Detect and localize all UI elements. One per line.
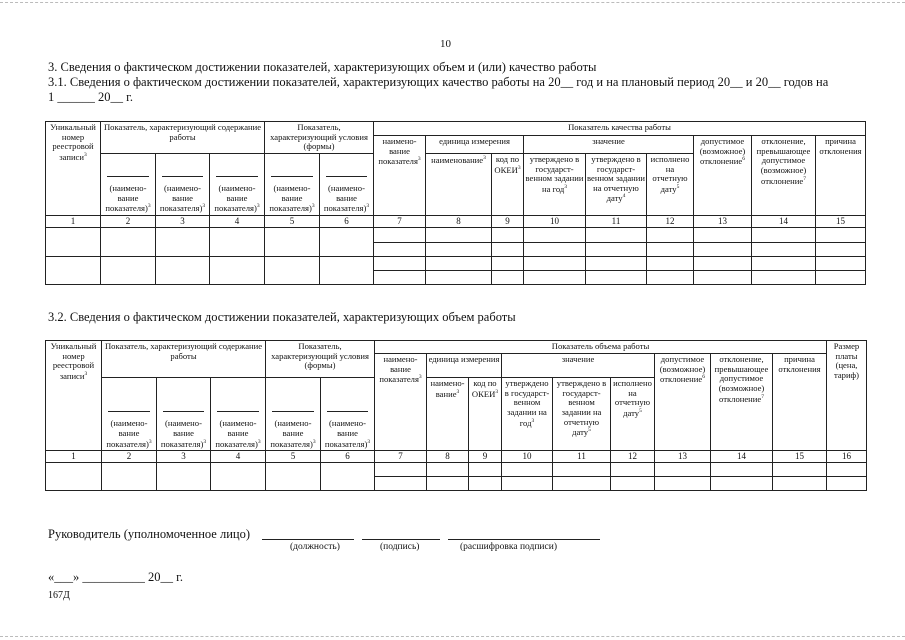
data-cell[interactable]: [211, 463, 266, 491]
col-number: 2: [102, 451, 157, 463]
signature-line[interactable]: [362, 539, 440, 540]
data-cell[interactable]: [611, 463, 655, 477]
header-indicator-name: наимено-вание показателя$^3$: [375, 354, 427, 451]
header-executed: исполнено на отчетную дату$^5$: [611, 378, 655, 451]
bottom-edge-line: [0, 636, 905, 637]
header-okei: код по ОКЕИ$^3$: [492, 153, 524, 215]
data-cell[interactable]: [469, 477, 502, 491]
col-number: 5: [265, 215, 320, 227]
data-cell[interactable]: [694, 242, 752, 256]
data-cell[interactable]: [320, 256, 374, 284]
data-cell[interactable]: [101, 256, 156, 284]
data-cell[interactable]: [586, 256, 647, 270]
sub-name-5: (наимено-вание показателя)$^3$: [266, 378, 321, 451]
data-cell[interactable]: [426, 270, 492, 284]
data-cell[interactable]: [426, 256, 492, 270]
data-cell[interactable]: [827, 477, 867, 491]
header-quality-indicator: Показатель качества работы: [374, 122, 866, 136]
data-cell[interactable]: [426, 242, 492, 256]
data-cell[interactable]: [375, 463, 427, 477]
header-over-deviation: отклонение, превышающее допустимое (возможное) отклонение$^7$: [711, 354, 773, 451]
data-cell[interactable]: [694, 227, 752, 242]
col-number: 6: [321, 451, 375, 463]
data-cell[interactable]: [773, 477, 827, 491]
data-cell[interactable]: [374, 227, 426, 242]
header-unique-number: Уникальный номер реестровой записи$^3$: [46, 122, 101, 216]
col-number: 3: [157, 451, 211, 463]
sub-name-5: (наимено-вание показателя)$^3$: [265, 153, 320, 215]
data-cell[interactable]: [694, 256, 752, 270]
section3-heading: 3. Сведения о фактическом достижении показателей, характеризующих объем и (или) качество работы: [48, 60, 597, 74]
col-number: 1: [46, 451, 102, 463]
section32-heading: 3.2. Сведения о фактическом достижении показателей, характеризующих объем работы: [48, 310, 516, 324]
data-cell[interactable]: [265, 227, 320, 256]
data-cell[interactable]: [266, 463, 321, 491]
col-number: 7: [375, 451, 427, 463]
data-cell[interactable]: [816, 227, 866, 242]
col-number: 12: [647, 215, 694, 227]
data-cell[interactable]: [157, 463, 211, 491]
sub-name-6: (наимено-вание показателя)$^3$: [320, 153, 374, 215]
page-number: 10: [440, 38, 451, 50]
header-conditions-indicator: Показатель, характеризующий условия (формы): [265, 122, 374, 154]
col-number: 4: [210, 215, 265, 227]
data-cell[interactable]: [752, 270, 816, 284]
data-cell[interactable]: [502, 463, 553, 477]
data-cell[interactable]: [773, 463, 827, 477]
data-cell[interactable]: [427, 463, 469, 477]
data-cell[interactable]: [647, 242, 694, 256]
data-cell[interactable]: [502, 477, 553, 491]
header-indicator-name: наимено-вание показателя$^3$: [374, 136, 426, 216]
data-cell[interactable]: [816, 256, 866, 270]
data-cell[interactable]: [374, 242, 426, 256]
table-row: [46, 227, 866, 242]
position-line[interactable]: [262, 539, 354, 540]
header-allowed-deviation: допустимое (возможное) отклонение$^6$: [655, 354, 711, 451]
sub-name-4: (наимено-вание показателя)$^3$: [210, 153, 265, 215]
col-number: 5: [266, 451, 321, 463]
decode-line[interactable]: [448, 539, 600, 540]
column-number-row: [46, 215, 866, 227]
data-cell[interactable]: [102, 463, 157, 491]
data-cell[interactable]: [827, 463, 867, 477]
column-number-row: [46, 451, 867, 463]
header-content-indicator: Показатель, характеризующий содержание работы: [101, 122, 265, 154]
form-code: 167Д: [48, 590, 70, 601]
data-cell[interactable]: [553, 463, 611, 477]
data-cell[interactable]: [492, 242, 524, 256]
header-content-indicator: Показатель, характеризующий содержание работы: [102, 341, 266, 378]
data-cell[interactable]: [655, 477, 711, 491]
col-number: 10: [524, 215, 586, 227]
data-cell[interactable]: [647, 256, 694, 270]
col-number: 1: [46, 215, 101, 227]
data-cell[interactable]: [752, 256, 816, 270]
data-cell[interactable]: [426, 227, 492, 242]
col-number: 7: [374, 215, 426, 227]
header-unit: единица измерения: [426, 136, 524, 154]
header-approved-year: утверждено в государст-венном задании на год$^3$: [524, 153, 586, 215]
col-number: 11: [553, 451, 611, 463]
col-number: 9: [469, 451, 502, 463]
sub-name-2: (наимено-вание показателя)$^3$: [101, 153, 156, 215]
col-number: 14: [752, 215, 816, 227]
data-cell[interactable]: [374, 270, 426, 284]
data-cell[interactable]: [816, 270, 866, 284]
data-cell[interactable]: [210, 256, 265, 284]
data-cell[interactable]: [647, 227, 694, 242]
header-unit-name: наименование$^3$: [426, 153, 492, 215]
header-deviation-reason: причина отклонения: [816, 136, 866, 216]
col-number: 11: [586, 215, 647, 227]
data-cell[interactable]: [375, 477, 427, 491]
section31-date: 1 ______ 20__ г.: [48, 90, 133, 104]
decode-caption: (расшифровка подписи): [460, 542, 557, 552]
col-number: 8: [426, 215, 492, 227]
data-cell[interactable]: [321, 463, 375, 491]
header-volume-indicator: Показатель объема работы: [375, 341, 827, 354]
table-row: [46, 256, 866, 270]
data-cell[interactable]: [694, 270, 752, 284]
data-cell[interactable]: [492, 256, 524, 270]
col-number: 12: [611, 451, 655, 463]
col-number: 2: [101, 215, 156, 227]
signature-label: Руководитель (уполномоченное лицо): [48, 527, 251, 541]
data-cell[interactable]: [46, 256, 101, 284]
header-unit-name: наимено-вание$^3$: [427, 378, 469, 451]
data-cell[interactable]: [427, 477, 469, 491]
sub-name-4: (наимено-вание показателя)$^3$: [211, 378, 266, 451]
header-approved-date: утверждено в государст-венном задании на отчетную дату$^5$: [553, 378, 611, 451]
col-number: 16: [827, 451, 867, 463]
header-over-deviation: отклонение, превышающее допустимое (возможное) отклонение$^7$: [752, 136, 816, 216]
data-cell[interactable]: [655, 463, 711, 477]
data-cell[interactable]: [611, 477, 655, 491]
header-deviation-reason: причина отклонения: [773, 354, 827, 451]
header-unique-number: Уникальный номер реестровой записи$^3$: [46, 341, 102, 451]
data-cell[interactable]: [46, 463, 102, 491]
top-edge-line: [0, 2, 905, 3]
data-cell[interactable]: [586, 270, 647, 284]
data-cell[interactable]: [374, 256, 426, 270]
col-number: 8: [427, 451, 469, 463]
header-approved-date: утверждено в государст-венном задании на отчетную дату$^4$: [586, 153, 647, 215]
header-value: значение: [502, 354, 655, 378]
data-cell[interactable]: [156, 256, 210, 284]
signature-caption: (подпись): [380, 542, 420, 552]
data-cell[interactable]: [752, 227, 816, 242]
data-cell[interactable]: [320, 227, 374, 256]
data-cell[interactable]: [524, 270, 586, 284]
data-cell[interactable]: [101, 227, 156, 256]
sub-name-3: (наимено-вание показателя)$^3$: [156, 153, 210, 215]
data-cell[interactable]: [265, 256, 320, 284]
col-number: 15: [773, 451, 827, 463]
position-caption: (должность): [290, 542, 340, 552]
data-cell[interactable]: [492, 270, 524, 284]
col-number: 4: [211, 451, 266, 463]
data-cell[interactable]: [492, 227, 524, 242]
data-cell[interactable]: [647, 270, 694, 284]
data-cell[interactable]: [524, 227, 586, 242]
data-cell[interactable]: [711, 463, 773, 477]
header-okei: код по ОКЕИ$^3$: [469, 378, 502, 451]
data-cell[interactable]: [752, 242, 816, 256]
table-row: [46, 463, 867, 477]
data-cell[interactable]: [46, 227, 101, 256]
header-fee: Размер платы (цена, тариф): [827, 341, 867, 451]
date-line: «___» __________ 20__ г.: [48, 570, 183, 584]
col-number: 13: [655, 451, 711, 463]
col-number: 6: [320, 215, 374, 227]
sub-name-3: (наимено-вание показателя)$^3$: [157, 378, 211, 451]
header-conditions-indicator: Показатель, характеризующий условия (формы): [266, 341, 375, 378]
data-cell[interactable]: [469, 463, 502, 477]
data-cell[interactable]: [553, 477, 611, 491]
header-allowed-deviation: допустимое (возможное) отклонение$^6$: [694, 136, 752, 216]
data-cell[interactable]: [524, 256, 586, 270]
col-number: 3: [156, 215, 210, 227]
data-cell[interactable]: [586, 227, 647, 242]
col-number: 15: [816, 215, 866, 227]
data-cell[interactable]: [816, 242, 866, 256]
col-number: 10: [502, 451, 553, 463]
header-executed: исполнено на отчетную дату$^5$: [647, 153, 694, 215]
sub-name-2: (наимено-вание показателя)$^3$: [102, 378, 157, 451]
data-cell[interactable]: [156, 227, 210, 256]
data-cell[interactable]: [586, 242, 647, 256]
volume-table: [45, 340, 867, 491]
data-cell[interactable]: [524, 242, 586, 256]
data-cell[interactable]: [711, 477, 773, 491]
section31-heading: 3.1. Сведения о фактическом достижении показателей, характеризующих качество работы на 20__ год и на плановый период 20__ и 20__ годов на: [48, 75, 829, 89]
header-unit: единица измерения: [427, 354, 502, 378]
header-value: значение: [524, 136, 694, 154]
header-approved-year: утверждено в государст-венном задании на год$^3$: [502, 378, 553, 451]
data-cell[interactable]: [210, 227, 265, 256]
sub-name-6: (наимено-вание показателя)$^3$: [321, 378, 375, 451]
col-number: 9: [492, 215, 524, 227]
col-number: 13: [694, 215, 752, 227]
col-number: 14: [711, 451, 773, 463]
quality-table: [45, 121, 866, 285]
